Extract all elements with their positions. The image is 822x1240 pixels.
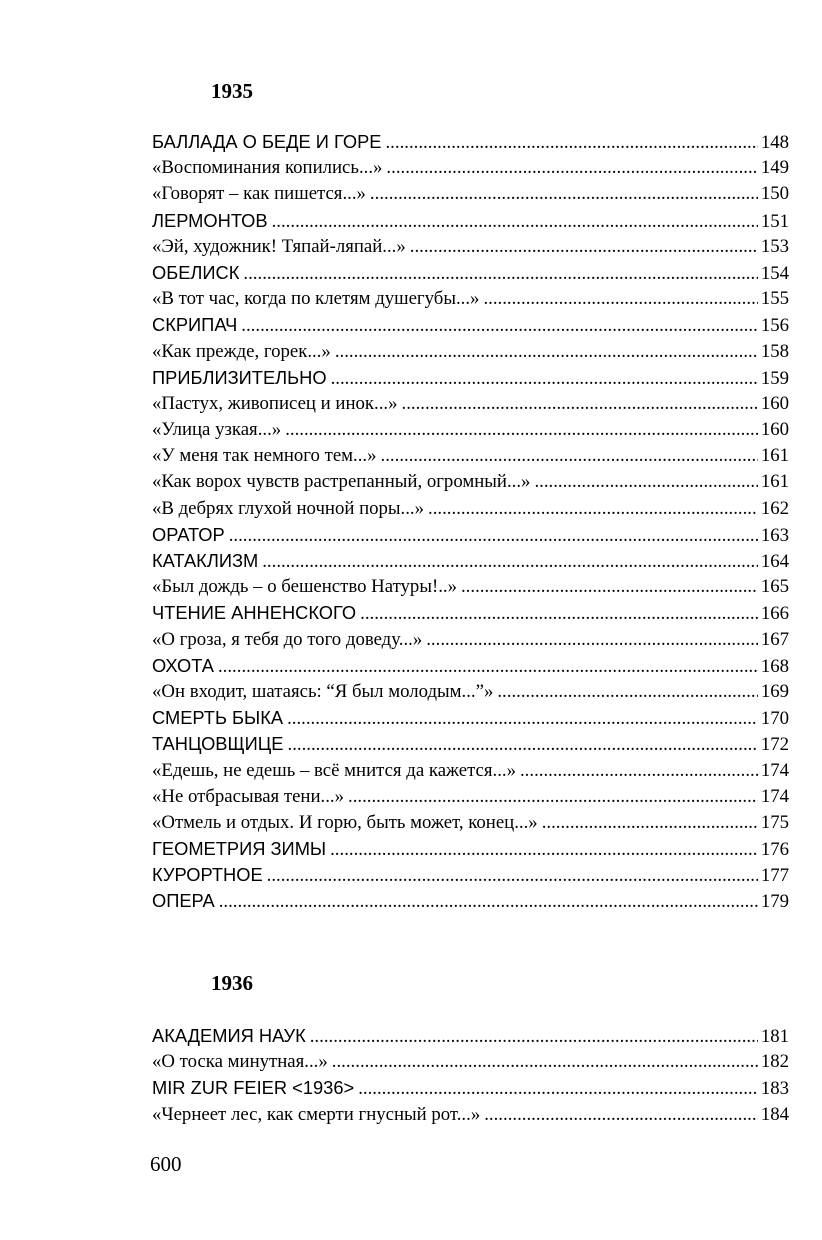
toc-entry-page: 175: [760, 811, 789, 833]
dot-leader: [272, 209, 758, 235]
toc-entry: [152, 758, 789, 784]
dot-leader: [229, 523, 758, 549]
toc-entry-page: 181: [760, 1026, 789, 1047]
toc-list-1935: [152, 129, 789, 915]
toc-entry-title: ПРИБЛИЗИТЕЛЬНО: [152, 366, 327, 388]
toc-entry: [152, 391, 789, 417]
toc-entry-page: 161: [760, 445, 789, 467]
dot-leader: [497, 679, 757, 705]
toc-entry-title: БАЛЛАДА О БЕДЕ И ГОРЕ: [152, 131, 382, 152]
dot-leader: [410, 234, 758, 260]
toc-entry: [152, 181, 789, 207]
toc-entry-page: 169: [760, 680, 789, 702]
dot-leader: [381, 443, 758, 469]
toc-entry-page: 167: [760, 628, 789, 650]
toc-entry-title: «В дебрях глухой ночной поры...»: [152, 497, 425, 519]
dot-leader: [331, 366, 758, 392]
toc-entry-title: ЛЕРМОНТОВ: [152, 209, 268, 231]
toc-entry-page: 184: [760, 1103, 789, 1125]
toc-entry-title: «О гроза, я тебя до того доведу...»: [152, 628, 423, 650]
toc-entry-title: ГЕОМЕТРИЯ ЗИМЫ: [152, 838, 327, 860]
toc-entry: [152, 286, 789, 312]
dot-leader: [241, 313, 758, 339]
dot-leader: [484, 1102, 758, 1128]
dot-leader: [426, 627, 758, 653]
toc-entry-page: 179: [760, 891, 789, 913]
toc-entry-page: 154: [760, 262, 789, 284]
toc-entry: [152, 469, 789, 495]
section-year-1935: 1935: [211, 79, 253, 103]
toc-entry-title: «Он входит, шатаясь: “Я был молодым...”»: [152, 680, 494, 702]
dot-leader: [335, 339, 758, 365]
toc-entry: [152, 443, 789, 469]
toc-entry-page: 160: [760, 419, 789, 441]
toc-entry-title: «Эй, художник! Тяпай-ляпай...»: [152, 235, 406, 257]
dot-leader: [288, 732, 758, 758]
toc-entry-title: «Как ворох чувств растрепанный, огромный...»: [152, 471, 531, 493]
dot-leader: [360, 601, 758, 627]
toc-entry-title: КУРОРТНОЕ: [152, 864, 263, 886]
toc-entry: [152, 600, 789, 626]
dot-leader: [310, 1024, 758, 1050]
toc-entry-page: 182: [760, 1051, 789, 1073]
dot-leader: [428, 496, 758, 522]
toc-entry-title: «Отмель и отдых. И горю, быть может, конец...»: [152, 811, 538, 833]
toc-entry-page: 174: [760, 785, 789, 807]
dot-leader: [402, 391, 758, 417]
dot-leader: [267, 863, 758, 889]
toc-entry-title: MIR ZUR FEIER <1936>: [152, 1077, 355, 1099]
toc-entry-page: 163: [760, 524, 789, 546]
toc-entry-page: 155: [760, 288, 789, 310]
toc-entry-title: ОХОТА: [152, 654, 214, 676]
toc-entry: [152, 1102, 789, 1128]
toc-entry-page: 174: [760, 759, 789, 781]
toc-entry: [152, 810, 789, 836]
toc-entry-title: КАТАКЛИЗМ: [152, 550, 259, 571]
toc-entry-title: «Не отбрасывая тени...»: [152, 785, 344, 807]
toc-entry-title: ЧТЕНИЕ АННЕНСКОГО: [152, 602, 357, 624]
toc-entry: [152, 836, 789, 862]
dot-leader: [542, 810, 758, 836]
toc-entry-page: 151: [760, 210, 789, 232]
dot-leader: [243, 261, 757, 287]
toc-entry-page: 150: [760, 183, 789, 205]
dot-leader: [386, 155, 757, 181]
toc-entry-page: 177: [760, 865, 789, 887]
toc-entry-page: 164: [760, 551, 789, 572]
toc-entry: [152, 522, 789, 548]
toc-entry-page: 166: [760, 603, 789, 625]
toc-entry: [152, 548, 789, 574]
toc-entry-title: «Говорят – как пишется...»: [152, 183, 366, 205]
toc-entry-page: 156: [760, 315, 789, 337]
toc-entry: [152, 365, 789, 391]
dot-leader: [534, 469, 757, 495]
toc-entry: [152, 417, 789, 443]
toc-entry-title: ОПЕРА: [152, 890, 215, 912]
toc-entry-title: «Едешь, не едешь – всё мнится да кажется...»: [152, 759, 516, 781]
toc-entry-page: 160: [760, 392, 789, 414]
toc-entry: [152, 1049, 789, 1075]
dot-leader: [370, 181, 758, 207]
dot-leader: [332, 1049, 758, 1075]
toc-entry-page: 170: [760, 708, 789, 730]
toc-entry-title: ТАНЦОВЩИЦЕ: [152, 733, 284, 755]
toc-entry: [152, 129, 789, 155]
toc-entry-page: 148: [760, 132, 789, 153]
dot-leader: [219, 889, 758, 915]
toc-entry-title: ОРАТОР: [152, 523, 225, 545]
toc-entry-page: 168: [760, 655, 789, 677]
toc-entry-title: ОБЕЛИСК: [152, 261, 240, 283]
toc-entry: [152, 731, 789, 757]
toc-entry: [152, 862, 789, 888]
toc-entry: [152, 784, 789, 810]
toc-entry-page: 149: [760, 157, 789, 179]
toc-entry-title: «Был дождь – о бешенство Натуры!..»: [152, 576, 457, 598]
toc-entry-title: СМЕРТЬ БЫКА: [152, 707, 284, 729]
dot-leader: [520, 758, 758, 784]
toc-entry: [152, 627, 789, 653]
toc-entry: [152, 339, 789, 365]
toc-entry-page: 161: [760, 471, 789, 493]
dot-leader: [218, 654, 758, 680]
toc-entry-page: 165: [760, 576, 789, 598]
toc-entry-title: «Воспоминания копились...»: [152, 157, 383, 179]
toc-entry-title: «У меня так немного тем...»: [152, 445, 377, 467]
dot-leader: [330, 837, 758, 863]
toc-entry-page: 159: [760, 367, 789, 389]
toc-entry-title: «О тоска минутная...»: [152, 1051, 328, 1073]
toc-list-1936: [152, 1023, 789, 1128]
page-number: 600: [150, 1152, 182, 1176]
toc-entry-title: «В тот час, когда по клетям душегубы...»: [152, 288, 480, 310]
toc-entry: [152, 234, 789, 260]
dot-leader: [385, 130, 757, 156]
toc-entry: [152, 653, 789, 679]
toc-entry-page: 162: [760, 497, 789, 519]
toc-entry-page: 183: [760, 1078, 789, 1100]
toc-entry: [152, 1023, 789, 1049]
toc-entry-title: АКАДЕМИЯ НАУК: [152, 1025, 306, 1046]
toc-entry-page: 172: [760, 734, 789, 756]
toc-entry-title: «Улица узкая...»: [152, 419, 282, 441]
dot-leader: [358, 1076, 758, 1102]
toc-entry: [152, 208, 789, 234]
toc-entry-page: 176: [760, 839, 789, 861]
dot-leader: [348, 784, 758, 810]
dot-leader: [285, 417, 758, 443]
toc-entry-title: «Чернеет лес, как смерти гнусный рот...»: [152, 1103, 481, 1125]
toc-entry-title: СКРИПАЧ: [152, 314, 238, 336]
dot-leader: [461, 574, 758, 600]
dot-leader: [262, 549, 758, 575]
toc-entry: [152, 496, 789, 522]
toc-entry: [152, 574, 789, 600]
toc-entry: [152, 260, 789, 286]
dot-leader: [287, 706, 758, 732]
toc-entry-title: «Пастух, живописец и инок...»: [152, 392, 398, 414]
toc-entry: [152, 312, 789, 338]
toc-entry-page: 158: [760, 340, 789, 362]
toc-entry: [152, 705, 789, 731]
toc-entry: [152, 1075, 789, 1101]
toc-entry: [152, 155, 789, 181]
toc-entry-title: «Как прежде, горек...»: [152, 340, 331, 362]
toc-entry: [152, 888, 789, 914]
section-year-1936: 1936: [211, 971, 253, 995]
dot-leader: [483, 286, 757, 312]
toc-entry-page: 153: [760, 235, 789, 257]
toc-entry: [152, 679, 789, 705]
